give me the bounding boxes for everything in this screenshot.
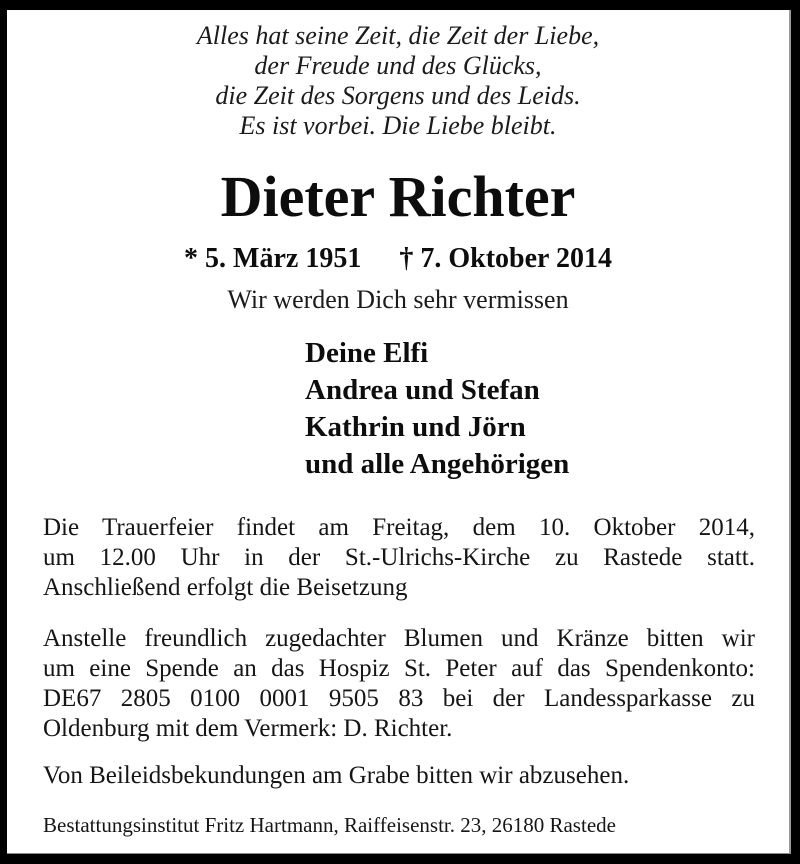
epigraph-line: der Freude und des Glücks,: [254, 51, 542, 80]
donation-info-line: DE67 2805 0100 0001 9505 83 bei der Landessparkasse zu: [43, 685, 755, 712]
mourner-line: Deine Elfi: [305, 337, 429, 369]
service-info-line: Anschließend erfolgt die Beisetzung: [43, 574, 408, 601]
service-info-paragraph: [43, 513, 755, 603]
birth-date: * 5. März 1951: [184, 243, 362, 274]
donation-info-paragraph: [43, 624, 755, 744]
funeral-home-line: Bestattungsinstitut Fritz Hartmann, Raiffeisenstr. 23, 26180 Rastede: [43, 813, 616, 837]
deceased-name: Dieter Richter: [220, 164, 576, 229]
epigraph-line: Alles hat seine Zeit, die Zeit der Liebe,: [196, 21, 600, 50]
service-info-line: Die Trauerfeier findet am Freitag, dem 10. Oktober 2014,: [43, 514, 755, 541]
service-info-line: um 12.00 Uhr in der St.-Ulrichs-Kirche zu Rastede statt.: [43, 544, 755, 571]
epigraph-line: die Zeit des Sorgens und des Leids.: [215, 81, 581, 110]
farewell-line: Wir werden Dich sehr vermissen: [227, 285, 569, 314]
mourner-line: Andrea und Stefan: [305, 374, 540, 406]
life-dates: [7, 242, 789, 276]
condolence-note: Von Beileidsbekundungen am Grabe bitten wir abzusehen.: [43, 762, 630, 789]
obituary-notice: [7, 10, 791, 854]
mourner-line: und alle Angehörigen: [305, 448, 570, 480]
epigraph-line: Es ist vorbei. Die Liebe bleibt.: [239, 111, 557, 140]
death-date: † 7. Oktober 2014: [399, 243, 612, 274]
epigraph: [7, 21, 789, 141]
donation-info-line: Anstelle freundlich zugedachter Blumen und Kränze bitten wir: [43, 625, 755, 652]
donation-info-line: um eine Spende an das Hospiz St. Peter auf das Spendenkonto:: [43, 655, 755, 682]
donation-info-line: Oldenburg mit dem Vermerk: D. Richter.: [43, 715, 453, 742]
mourner-line: Kathrin und Jörn: [305, 411, 526, 443]
mourners-list: [305, 335, 569, 483]
